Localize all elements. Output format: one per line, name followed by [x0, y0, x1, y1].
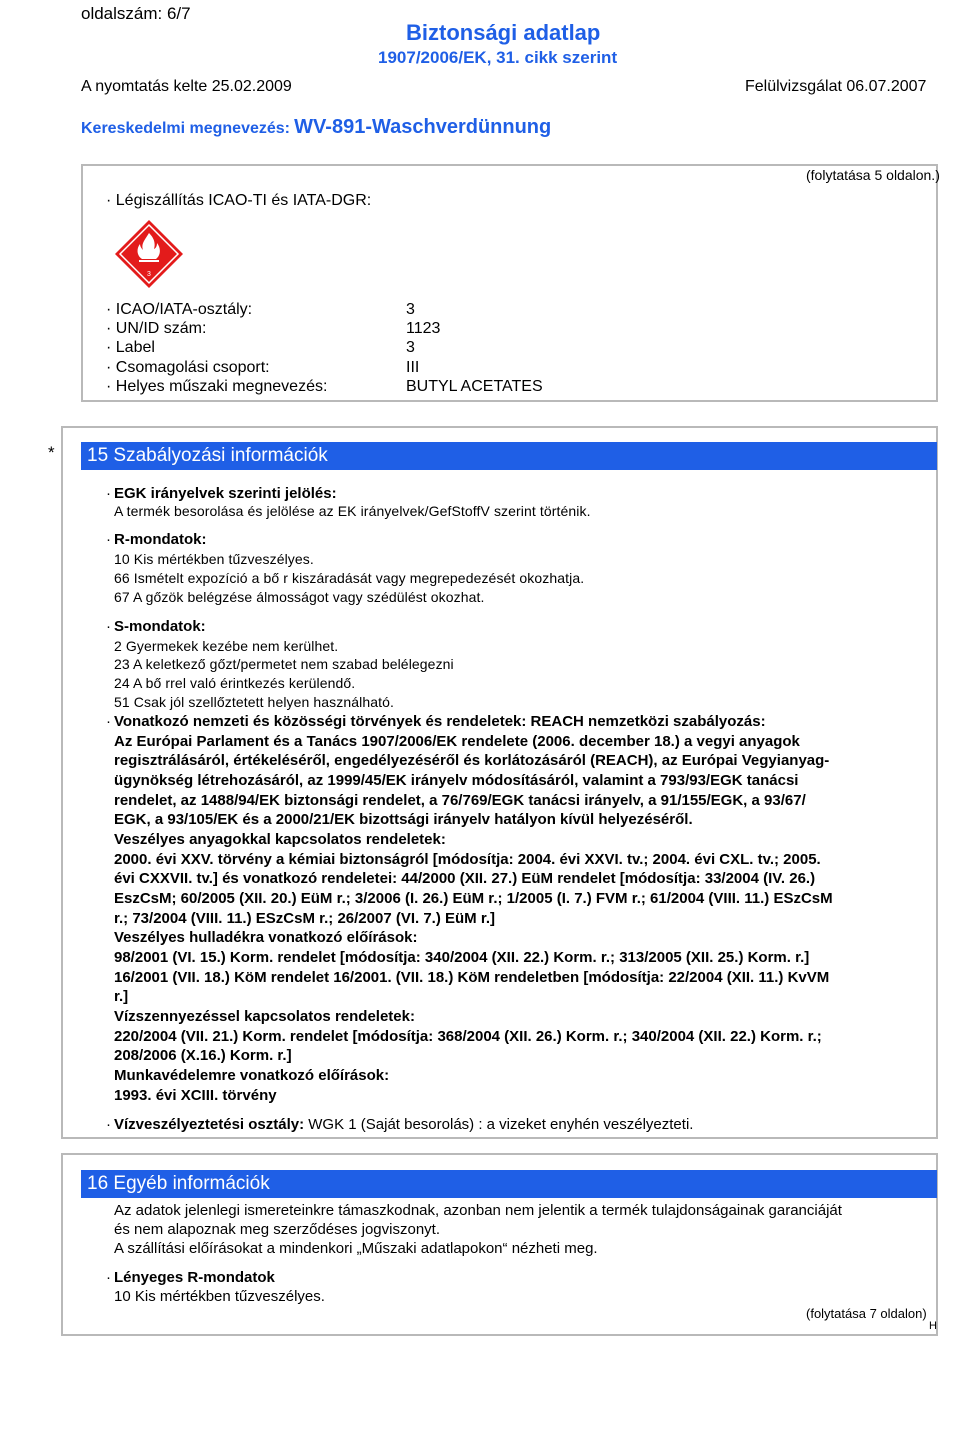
hazard-class-number: 3	[147, 271, 151, 278]
water-hazard-line	[114, 1116, 693, 1133]
page-number: oldalszám: 6/7	[81, 4, 191, 23]
transport-key-class: · ICAO/IATA-osztály:	[106, 301, 253, 318]
bullet: ·	[106, 618, 111, 635]
transport-value-label: 3	[406, 339, 415, 356]
regulation-line: 208/2006 (X.16.) Korm. r.]	[114, 1047, 292, 1064]
transport-key-packing: · Csomagolási csoport:	[106, 359, 270, 376]
s-phrase: 51 Csak jól szellőztetett helyen használható.	[114, 694, 394, 710]
section-15-heading: 15 Szabályozási információk	[81, 442, 937, 470]
r-phrase: 66 Ismételt expozíció a bő r kiszáradását vagy megrepedezését okozhatja.	[114, 570, 585, 586]
trade-name-label: Kereskedelmi megnevezés:	[81, 120, 290, 137]
regulation-line: EGK, a 93/105/EK és a 2000/21/EK bizottsági irányelv hatályon kívül helyezéséről.	[114, 811, 693, 828]
transport-value-un: 1123	[406, 320, 441, 337]
change-marker: *	[48, 443, 55, 462]
bullet: ·	[106, 1269, 111, 1286]
print-date: A nyomtatás kelte 25.02.2009	[81, 78, 292, 95]
s-phrase: 2 Gyermekek kezébe nem kerülhet.	[114, 638, 339, 654]
transport-value-name: BUTYL ACETATES	[406, 378, 543, 395]
air-transport-title: · Légiszállítás ICAO-TI és IATA-DGR:	[106, 192, 372, 209]
bullet: ·	[106, 531, 111, 548]
regulation-line: 1993. évi XCIII. törvény	[114, 1087, 277, 1104]
transport-value-packing: III	[406, 359, 420, 376]
regulation-line: évi CXXVII. tv.] és vonatkozó rendeletei: 44/2000 (XII. 27.) EüM rendelet [módosítja: 33/2004 (IV. 26.)	[114, 870, 816, 887]
regulation-line: rendelet, az 1488/94/EK biztonsági rendelet, a 76/769/EGK tanácsi irányelv, a 91/155/EGK, a 93/67/	[114, 792, 806, 809]
bullet: ·	[106, 485, 111, 502]
r-phrases-label: R-mondatok:	[114, 531, 207, 548]
egk-text: A termék besorolása és jelölése az EK irányelvek/GefStoffV szerint történik.	[114, 503, 591, 519]
regulation-line: 16/2001 (VII. 18.) KöM rendelet 16/2001. (VII. 18.) KöM rendeletben [módosítja: 22/2004 (XII. 11.) KvVM	[114, 969, 830, 986]
trade-name-value: WV-891-Waschverdünnung	[294, 116, 552, 138]
s-phrases-label: S-mondatok:	[114, 618, 206, 635]
water-hazard-value: WGK 1 (Saját besorolás) : a vizeket enyhén veszélyezteti.	[308, 1116, 694, 1133]
bullet: ·	[106, 713, 111, 730]
r-phrase: 67 A gőzök belégzése álmosságot vagy szédülést okozhat.	[114, 589, 485, 605]
bullet: ·	[106, 1116, 111, 1133]
disclaimer-line: Az adatok jelenlegi ismereteinkre támaszkodnak, azonban nem jelentik a termék tulajdonságainak garanciáját	[114, 1202, 842, 1219]
regulation-line: r.; 73/2004 (VIII. 11.) ESzCsM r.; 26/2007 (VI. 7.) EüM r.]	[114, 910, 496, 927]
s-phrase: 23 A keletkező gőzt/permetet nem szabad belélegezni	[114, 656, 454, 672]
flammable-hazard-icon	[113, 218, 185, 290]
trade-name-line	[81, 116, 551, 139]
transport-key-label: · Label	[106, 339, 155, 356]
continued-to: (folytatása 7 oldalon)	[806, 1306, 927, 1321]
transport-key-name: · Helyes műszaki megnevezés:	[106, 378, 328, 395]
footer-mark: H	[929, 1320, 937, 1332]
regulation-line: EszCsM; 60/2005 (XII. 20.) EüM r.; 3/2006 (I. 26.) EüM r.; 1/2005 (I. 7.) FVM r.; 61/2004 (VIII. 11.) ESzCsM	[114, 890, 833, 907]
regulation-line: Veszélyes hulladékra vonatkozó előírások:	[114, 929, 418, 946]
regulation-line: r.]	[114, 988, 129, 1005]
relevant-r-phrases-label: Lényeges R-mondatok	[114, 1269, 275, 1286]
revision-date: Felülvizsgálat 06.07.2007	[745, 78, 927, 95]
transport-value-class: 3	[406, 301, 415, 318]
regulation-line: regisztrálásáról, értékeléséről, engedélyezéséről és korlátozásáról (REACH), az Európai Vegyianyag-	[114, 752, 830, 769]
egk-label: EGK irányelvek szerinti jelölés:	[114, 485, 337, 502]
regulation-line: Veszélyes anyagokkal kapcsolatos rendeletek:	[114, 831, 446, 848]
transport-key-un: · UN/ID szám:	[106, 320, 207, 337]
document-title: Biztonsági adatlap	[406, 20, 601, 45]
section-16-heading: 16 Egyéb információk	[81, 1170, 937, 1198]
disclaimer-line: és nem alapoznak meg szerződéses jogviszonyt.	[114, 1221, 441, 1238]
relevant-r-phrase: 10 Kis mértékben tűzveszélyes.	[114, 1288, 325, 1305]
regulation-line: ügynökség létrehozásáról, az 1999/45/EK irányelv módosításáról, valamint a 793/93/EGK tanácsi	[114, 772, 799, 789]
regulation-line: 2000. évi XXV. törvény a kémiai biztonságról [módosítja: 2004. évi XXVI. tv.; 2004. évi CXL. tv.; 2005.	[114, 851, 821, 868]
regulation-line: Vonatkozó nemzeti és közösségi törvények és rendeletek: REACH nemzetközi szabályozás:	[114, 713, 766, 730]
regulation-line: 220/2004 (VII. 21.) Korm. rendelet [módosítja: 368/2004 (XII. 26.) Korm. r.; 340/2004 (XII. 22.) Korm. r.;	[114, 1028, 822, 1045]
transport-note: A szállítási előírásokat a mindenkori „Műszaki adatlapokon“ nézheti meg.	[114, 1240, 598, 1257]
continued-from: (folytatása 5 oldalon.)	[806, 167, 940, 183]
s-phrase: 24 A bő rrel való érintkezés kerülendő.	[114, 675, 356, 691]
regulation-line: 98/2001 (VI. 15.) Korm. rendelet [módosítja: 340/2004 (XII. 22.) Korm. r.; 313/2005 (XII. 25.) Korm. r.]	[114, 949, 810, 966]
water-hazard-label: Vízveszélyeztetési osztály:	[114, 1116, 305, 1133]
r-phrase: 10 Kis mértékben tűzveszélyes.	[114, 551, 314, 567]
regulation-line: Munkavédelemre vonatkozó előírások:	[114, 1067, 390, 1084]
regulation-line: Az Európai Parlament és a Tanács 1907/2006/EK rendelete (2006. december 18.) a vegyi anyagok	[114, 733, 800, 750]
regulation-line: Vízszennyezéssel kapcsolatos rendeletek:	[114, 1008, 415, 1025]
document-subtitle: 1907/2006/EK, 31. cikk szerint	[378, 48, 618, 67]
